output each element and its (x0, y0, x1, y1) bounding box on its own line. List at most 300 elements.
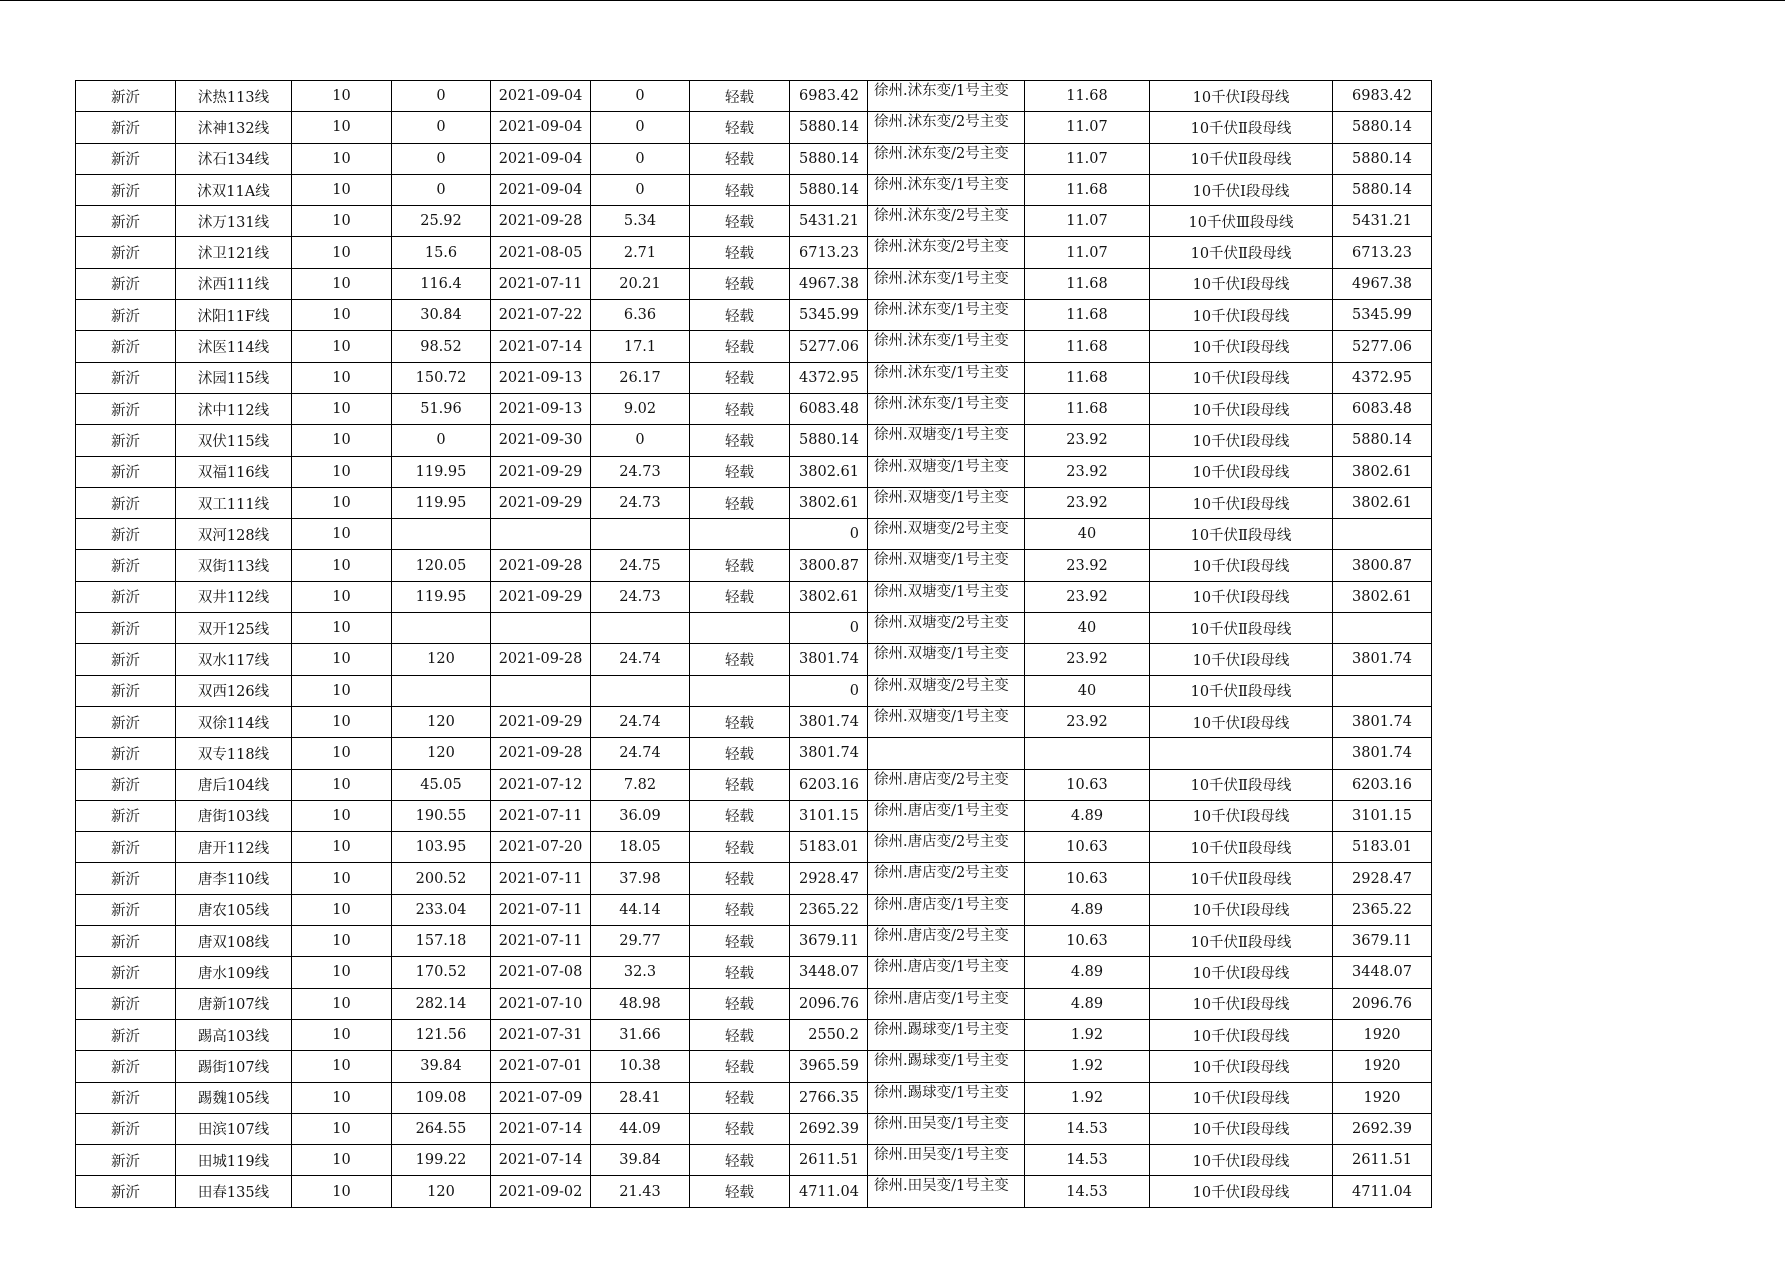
load-value-cell: 264.55 (392, 1113, 491, 1144)
voltage-cell: 10 (292, 174, 392, 205)
table-row (76, 957, 1432, 988)
load-value-cell: 98.52 (392, 331, 491, 362)
load-status-cell: 轻载 (690, 894, 790, 925)
load-status-cell: 轻载 (690, 926, 790, 957)
line-name-cell: 沭医114线 (176, 331, 292, 362)
load-rate-cell: 21.43 (591, 1176, 690, 1207)
line-name-cell: 沭卫121线 (176, 237, 292, 268)
load-status-cell: 轻载 (690, 1176, 790, 1207)
area-cell: 新沂 (76, 237, 176, 268)
load-status-cell: 轻载 (690, 957, 790, 988)
line-name-cell: 双专118线 (176, 738, 292, 769)
date-cell: 2021-09-29 (491, 456, 591, 487)
available-capacity-cell: 6083.48 (1333, 393, 1432, 424)
load-rate-cell: 29.77 (591, 926, 690, 957)
available-capacity-cell: 6983.42 (1333, 81, 1432, 112)
available-capacity-cell: 6203.16 (1333, 769, 1432, 800)
load-rate-cell: 5.34 (591, 206, 690, 237)
line-name-cell: 双井112线 (176, 581, 292, 612)
load-status-cell: 轻载 (690, 143, 790, 174)
area-cell: 新沂 (76, 581, 176, 612)
line-name-cell: 沭西111线 (176, 268, 292, 299)
data-table (75, 80, 1432, 1208)
load-status-cell: 轻载 (690, 1051, 790, 1082)
area-cell: 新沂 (76, 988, 176, 1019)
date-cell (491, 519, 591, 550)
voltage-cell: 10 (292, 1019, 392, 1050)
available-capacity-cell: 3101.15 (1333, 800, 1432, 831)
line-name-cell: 田春135线 (176, 1176, 292, 1207)
line-name-cell: 田滨107线 (176, 1113, 292, 1144)
available-capacity-cell: 4711.04 (1333, 1176, 1432, 1207)
line-name-cell: 唐双108线 (176, 926, 292, 957)
substation-cell: 徐州.沭东变/1号主变 (868, 393, 1025, 424)
area-cell: 新沂 (76, 1113, 176, 1144)
load-status-cell: 轻载 (690, 174, 790, 205)
load-status-cell: 轻载 (690, 487, 790, 518)
transformer-load-cell: 1.92 (1025, 1082, 1150, 1113)
voltage-cell: 10 (292, 1082, 392, 1113)
line-name-cell: 沭园115线 (176, 362, 292, 393)
capacity-cell: 3802.61 (790, 487, 868, 518)
transformer-load-cell: 11.07 (1025, 112, 1150, 143)
area-cell: 新沂 (76, 425, 176, 456)
available-capacity-cell: 3802.61 (1333, 487, 1432, 518)
substation-cell: 徐州.双塘变/1号主变 (868, 550, 1025, 581)
load-rate-cell: 24.74 (591, 706, 690, 737)
transformer-load-cell: 40 (1025, 519, 1150, 550)
load-value-cell (392, 519, 491, 550)
capacity-cell: 3101.15 (790, 800, 868, 831)
load-value-cell: 233.04 (392, 894, 491, 925)
load-rate-cell: 24.74 (591, 644, 690, 675)
table-row (76, 894, 1432, 925)
load-value-cell: 103.95 (392, 832, 491, 863)
transformer-load-cell: 40 (1025, 675, 1150, 706)
voltage-cell: 10 (292, 1176, 392, 1207)
available-capacity-cell (1333, 675, 1432, 706)
capacity-cell: 3801.74 (790, 644, 868, 675)
load-value-cell (392, 675, 491, 706)
voltage-cell: 10 (292, 456, 392, 487)
line-name-cell: 双街113线 (176, 550, 292, 581)
area-cell: 新沂 (76, 206, 176, 237)
transformer-load-cell: 23.92 (1025, 425, 1150, 456)
date-cell: 2021-09-04 (491, 112, 591, 143)
table-row (76, 300, 1432, 331)
substation-cell: 徐州.踢球变/1号主变 (868, 1019, 1025, 1050)
load-value-cell: 45.05 (392, 769, 491, 800)
substation-cell: 徐州.双塘变/1号主变 (868, 706, 1025, 737)
substation-cell: 徐州.田吴变/1号主变 (868, 1176, 1025, 1207)
area-cell: 新沂 (76, 706, 176, 737)
voltage-cell: 10 (292, 268, 392, 299)
date-cell: 2021-07-08 (491, 957, 591, 988)
voltage-cell: 10 (292, 519, 392, 550)
voltage-cell: 10 (292, 81, 392, 112)
capacity-cell: 0 (790, 613, 868, 644)
capacity-cell: 6203.16 (790, 769, 868, 800)
substation-cell: 徐州.沭东变/2号主变 (868, 112, 1025, 143)
available-capacity-cell: 2096.76 (1333, 988, 1432, 1019)
capacity-cell: 5880.14 (790, 174, 868, 205)
voltage-cell: 10 (292, 331, 392, 362)
capacity-cell: 2365.22 (790, 894, 868, 925)
date-cell: 2021-09-29 (491, 706, 591, 737)
available-capacity-cell: 2928.47 (1333, 863, 1432, 894)
area-cell: 新沂 (76, 957, 176, 988)
area-cell: 新沂 (76, 926, 176, 957)
bus-section-cell: 10千伏Ⅰ段母线 (1150, 706, 1333, 737)
load-value-cell: 119.95 (392, 487, 491, 518)
voltage-cell: 10 (292, 300, 392, 331)
capacity-cell: 5880.14 (790, 425, 868, 456)
bus-section-cell: 10千伏Ⅱ段母线 (1150, 519, 1333, 550)
table-row (76, 393, 1432, 424)
substation-cell: 徐州.唐店变/1号主变 (868, 957, 1025, 988)
table-row (76, 143, 1432, 174)
bus-section-cell: 10千伏Ⅱ段母线 (1150, 832, 1333, 863)
substation-cell: 徐州.唐店变/2号主变 (868, 863, 1025, 894)
voltage-cell: 10 (292, 237, 392, 268)
substation-cell: 徐州.沭东变/1号主变 (868, 331, 1025, 362)
load-status-cell (690, 519, 790, 550)
bus-section-cell: 10千伏Ⅰ段母线 (1150, 894, 1333, 925)
load-status-cell: 轻载 (690, 550, 790, 581)
substation-cell: 徐州.沭东变/2号主变 (868, 237, 1025, 268)
load-value-cell: 0 (392, 112, 491, 143)
voltage-cell: 10 (292, 832, 392, 863)
table-row (76, 706, 1432, 737)
load-value-cell: 15.6 (392, 237, 491, 268)
bus-section-cell (1150, 738, 1333, 769)
table-row (76, 425, 1432, 456)
load-status-cell: 轻载 (690, 425, 790, 456)
load-status-cell: 轻载 (690, 769, 790, 800)
load-value-cell: 282.14 (392, 988, 491, 1019)
table-row (76, 988, 1432, 1019)
bus-section-cell: 10千伏Ⅰ段母线 (1150, 174, 1333, 205)
substation-cell: 徐州.唐店变/1号主变 (868, 894, 1025, 925)
bus-section-cell: 10千伏Ⅱ段母线 (1150, 237, 1333, 268)
load-rate-cell: 39.84 (591, 1145, 690, 1176)
bus-section-cell: 10千伏Ⅰ段母线 (1150, 1019, 1333, 1050)
load-status-cell: 轻载 (690, 1019, 790, 1050)
table-row (76, 926, 1432, 957)
capacity-cell: 2611.51 (790, 1145, 868, 1176)
substation-cell: 徐州.双塘变/2号主变 (868, 519, 1025, 550)
line-name-cell: 沭神132线 (176, 112, 292, 143)
date-cell: 2021-09-30 (491, 425, 591, 456)
load-status-cell: 轻载 (690, 644, 790, 675)
load-value-cell: 200.52 (392, 863, 491, 894)
capacity-cell: 2550.2 (790, 1019, 868, 1050)
bus-section-cell: 10千伏Ⅰ段母线 (1150, 1082, 1333, 1113)
substation-cell: 徐州.唐店变/2号主变 (868, 769, 1025, 800)
bus-section-cell: 10千伏Ⅰ段母线 (1150, 957, 1333, 988)
area-cell: 新沂 (76, 81, 176, 112)
table-row (76, 550, 1432, 581)
load-status-cell (690, 675, 790, 706)
substation-cell: 徐州.田吴变/1号主变 (868, 1113, 1025, 1144)
substation-cell: 徐州.沭东变/1号主变 (868, 174, 1025, 205)
table-row (76, 487, 1432, 518)
available-capacity-cell: 4967.38 (1333, 268, 1432, 299)
bus-section-cell: 10千伏Ⅰ段母线 (1150, 393, 1333, 424)
date-cell: 2021-09-28 (491, 550, 591, 581)
table-row (76, 519, 1432, 550)
substation-cell: 徐州.踢球变/1号主变 (868, 1082, 1025, 1113)
load-rate-cell: 0 (591, 174, 690, 205)
load-status-cell: 轻载 (690, 863, 790, 894)
load-rate-cell (591, 675, 690, 706)
table-row (76, 800, 1432, 831)
table-row (76, 769, 1432, 800)
table-row (76, 832, 1432, 863)
transformer-load-cell: 23.92 (1025, 644, 1150, 675)
transformer-load-cell: 10.63 (1025, 863, 1150, 894)
area-cell: 新沂 (76, 393, 176, 424)
line-name-cell: 沭热113线 (176, 81, 292, 112)
substation-cell: 徐州.双塘变/1号主变 (868, 425, 1025, 456)
area-cell: 新沂 (76, 487, 176, 518)
substation-cell: 徐州.沭东变/2号主变 (868, 206, 1025, 237)
load-value-cell: 170.52 (392, 957, 491, 988)
bus-section-cell: 10千伏Ⅰ段母线 (1150, 1051, 1333, 1082)
date-cell: 2021-09-04 (491, 143, 591, 174)
load-status-cell: 轻载 (690, 206, 790, 237)
line-name-cell: 唐水109线 (176, 957, 292, 988)
substation-cell: 徐州.沭东变/2号主变 (868, 143, 1025, 174)
capacity-cell: 5880.14 (790, 143, 868, 174)
bus-section-cell: 10千伏Ⅰ段母线 (1150, 1145, 1333, 1176)
capacity-cell: 5345.99 (790, 300, 868, 331)
load-value-cell: 30.84 (392, 300, 491, 331)
substation-cell: 徐州.双塘变/1号主变 (868, 456, 1025, 487)
load-rate-cell: 20.21 (591, 268, 690, 299)
transformer-load-cell (1025, 738, 1150, 769)
load-value-cell: 157.18 (392, 926, 491, 957)
transformer-load-cell: 4.89 (1025, 988, 1150, 1019)
table-row (76, 613, 1432, 644)
load-status-cell: 轻载 (690, 1082, 790, 1113)
voltage-cell: 10 (292, 863, 392, 894)
line-name-cell: 双开125线 (176, 613, 292, 644)
voltage-cell: 10 (292, 550, 392, 581)
load-rate-cell: 2.71 (591, 237, 690, 268)
date-cell (491, 613, 591, 644)
area-cell: 新沂 (76, 863, 176, 894)
load-value-cell (392, 613, 491, 644)
date-cell: 2021-07-09 (491, 1082, 591, 1113)
area-cell: 新沂 (76, 1145, 176, 1176)
voltage-cell: 10 (292, 1145, 392, 1176)
capacity-cell: 3800.87 (790, 550, 868, 581)
load-status-cell: 轻载 (690, 112, 790, 143)
capacity-cell: 2928.47 (790, 863, 868, 894)
line-name-cell: 踢高103线 (176, 1019, 292, 1050)
load-value-cell: 0 (392, 425, 491, 456)
capacity-cell: 4372.95 (790, 362, 868, 393)
bus-section-cell: 10千伏Ⅰ段母线 (1150, 800, 1333, 831)
load-value-cell: 120 (392, 738, 491, 769)
available-capacity-cell: 5880.14 (1333, 425, 1432, 456)
bus-section-cell: 10千伏Ⅱ段母线 (1150, 769, 1333, 800)
load-rate-cell: 24.75 (591, 550, 690, 581)
capacity-cell: 3802.61 (790, 456, 868, 487)
transformer-load-cell: 11.68 (1025, 300, 1150, 331)
area-cell: 新沂 (76, 362, 176, 393)
bus-section-cell: 10千伏Ⅱ段母线 (1150, 143, 1333, 174)
area-cell: 新沂 (76, 300, 176, 331)
bus-section-cell: 10千伏Ⅱ段母线 (1150, 675, 1333, 706)
line-name-cell: 双工111线 (176, 487, 292, 518)
load-status-cell: 轻载 (690, 300, 790, 331)
transformer-load-cell: 40 (1025, 613, 1150, 644)
load-rate-cell: 37.98 (591, 863, 690, 894)
area-cell: 新沂 (76, 519, 176, 550)
voltage-cell: 10 (292, 738, 392, 769)
line-name-cell: 双西126线 (176, 675, 292, 706)
line-name-cell: 双福116线 (176, 456, 292, 487)
bus-section-cell: 10千伏Ⅰ段母线 (1150, 331, 1333, 362)
voltage-cell: 10 (292, 1113, 392, 1144)
capacity-cell: 3448.07 (790, 957, 868, 988)
transformer-load-cell: 4.89 (1025, 894, 1150, 925)
transformer-load-cell: 11.68 (1025, 362, 1150, 393)
substation-cell: 徐州.沭东变/1号主变 (868, 362, 1025, 393)
load-value-cell: 0 (392, 174, 491, 205)
voltage-cell: 10 (292, 581, 392, 612)
line-name-cell: 唐街103线 (176, 800, 292, 831)
line-name-cell: 双伏115线 (176, 425, 292, 456)
date-cell: 2021-07-11 (491, 894, 591, 925)
available-capacity-cell: 2611.51 (1333, 1145, 1432, 1176)
load-status-cell (690, 613, 790, 644)
load-value-cell: 25.92 (392, 206, 491, 237)
substation-cell: 徐州.双塘变/2号主变 (868, 675, 1025, 706)
load-rate-cell: 24.74 (591, 738, 690, 769)
transformer-load-cell: 10.63 (1025, 926, 1150, 957)
load-value-cell: 51.96 (392, 393, 491, 424)
transformer-load-cell: 4.89 (1025, 957, 1150, 988)
bus-section-cell: 10千伏Ⅰ段母线 (1150, 581, 1333, 612)
substation-cell (868, 738, 1025, 769)
load-status-cell: 轻载 (690, 362, 790, 393)
area-cell: 新沂 (76, 832, 176, 863)
date-cell: 2021-07-11 (491, 863, 591, 894)
available-capacity-cell: 5880.14 (1333, 143, 1432, 174)
load-value-cell: 199.22 (392, 1145, 491, 1176)
area-cell: 新沂 (76, 1051, 176, 1082)
available-capacity-cell: 3800.87 (1333, 550, 1432, 581)
available-capacity-cell: 3801.74 (1333, 738, 1432, 769)
capacity-cell: 2692.39 (790, 1113, 868, 1144)
transformer-load-cell: 10.63 (1025, 769, 1150, 800)
load-value-cell: 120.05 (392, 550, 491, 581)
line-name-cell: 沭中112线 (176, 393, 292, 424)
available-capacity-cell: 1920 (1333, 1019, 1432, 1050)
date-cell: 2021-07-11 (491, 800, 591, 831)
line-name-cell: 唐后104线 (176, 769, 292, 800)
transformer-load-cell: 23.92 (1025, 456, 1150, 487)
area-cell: 新沂 (76, 738, 176, 769)
load-rate-cell: 6.36 (591, 300, 690, 331)
table-row (76, 362, 1432, 393)
area-cell: 新沂 (76, 800, 176, 831)
capacity-cell: 6983.42 (790, 81, 868, 112)
available-capacity-cell: 1920 (1333, 1051, 1432, 1082)
bus-section-cell: 10千伏Ⅱ段母线 (1150, 863, 1333, 894)
load-rate-cell: 0 (591, 112, 690, 143)
load-status-cell: 轻载 (690, 456, 790, 487)
load-rate-cell: 10.38 (591, 1051, 690, 1082)
available-capacity-cell (1333, 519, 1432, 550)
area-cell: 新沂 (76, 769, 176, 800)
load-status-cell: 轻载 (690, 706, 790, 737)
table-row (76, 1051, 1432, 1082)
bus-section-cell: 10千伏Ⅰ段母线 (1150, 1113, 1333, 1144)
date-cell: 2021-07-14 (491, 1113, 591, 1144)
voltage-cell: 10 (292, 769, 392, 800)
date-cell: 2021-07-11 (491, 926, 591, 957)
area-cell: 新沂 (76, 644, 176, 675)
date-cell: 2021-07-10 (491, 988, 591, 1019)
table-row (76, 675, 1432, 706)
line-name-cell: 双徐114线 (176, 706, 292, 737)
transformer-load-cell: 23.92 (1025, 550, 1150, 581)
capacity-cell: 5183.01 (790, 832, 868, 863)
voltage-cell: 10 (292, 644, 392, 675)
capacity-cell: 5277.06 (790, 331, 868, 362)
available-capacity-cell: 3801.74 (1333, 644, 1432, 675)
line-name-cell: 双水117线 (176, 644, 292, 675)
bus-section-cell: 10千伏Ⅰ段母线 (1150, 487, 1333, 518)
table-row (76, 81, 1432, 112)
table-row (76, 456, 1432, 487)
available-capacity-cell: 5345.99 (1333, 300, 1432, 331)
load-rate-cell: 32.3 (591, 957, 690, 988)
bus-section-cell: 10千伏Ⅰ段母线 (1150, 425, 1333, 456)
date-cell: 2021-09-13 (491, 362, 591, 393)
load-rate-cell: 26.17 (591, 362, 690, 393)
capacity-cell: 3679.11 (790, 926, 868, 957)
available-capacity-cell (1333, 613, 1432, 644)
load-status-cell: 轻载 (690, 800, 790, 831)
substation-cell: 徐州.唐店变/2号主变 (868, 926, 1025, 957)
load-value-cell: 0 (392, 143, 491, 174)
substation-cell: 徐州.双塘变/1号主变 (868, 581, 1025, 612)
transformer-load-cell: 4.89 (1025, 800, 1150, 831)
date-cell: 2021-07-01 (491, 1051, 591, 1082)
transformer-load-cell: 11.68 (1025, 268, 1150, 299)
table-row (76, 1176, 1432, 1207)
load-rate-cell: 24.73 (591, 456, 690, 487)
available-capacity-cell: 5277.06 (1333, 331, 1432, 362)
table-row (76, 174, 1432, 205)
available-capacity-cell: 3801.74 (1333, 706, 1432, 737)
date-cell: 2021-09-02 (491, 1176, 591, 1207)
load-value-cell: 116.4 (392, 268, 491, 299)
load-value-cell: 120 (392, 706, 491, 737)
load-rate-cell: 17.1 (591, 331, 690, 362)
load-value-cell: 120 (392, 644, 491, 675)
line-name-cell: 沭双11A线 (176, 174, 292, 205)
load-value-cell: 190.55 (392, 800, 491, 831)
available-capacity-cell: 6713.23 (1333, 237, 1432, 268)
date-cell: 2021-07-11 (491, 268, 591, 299)
voltage-cell: 10 (292, 425, 392, 456)
